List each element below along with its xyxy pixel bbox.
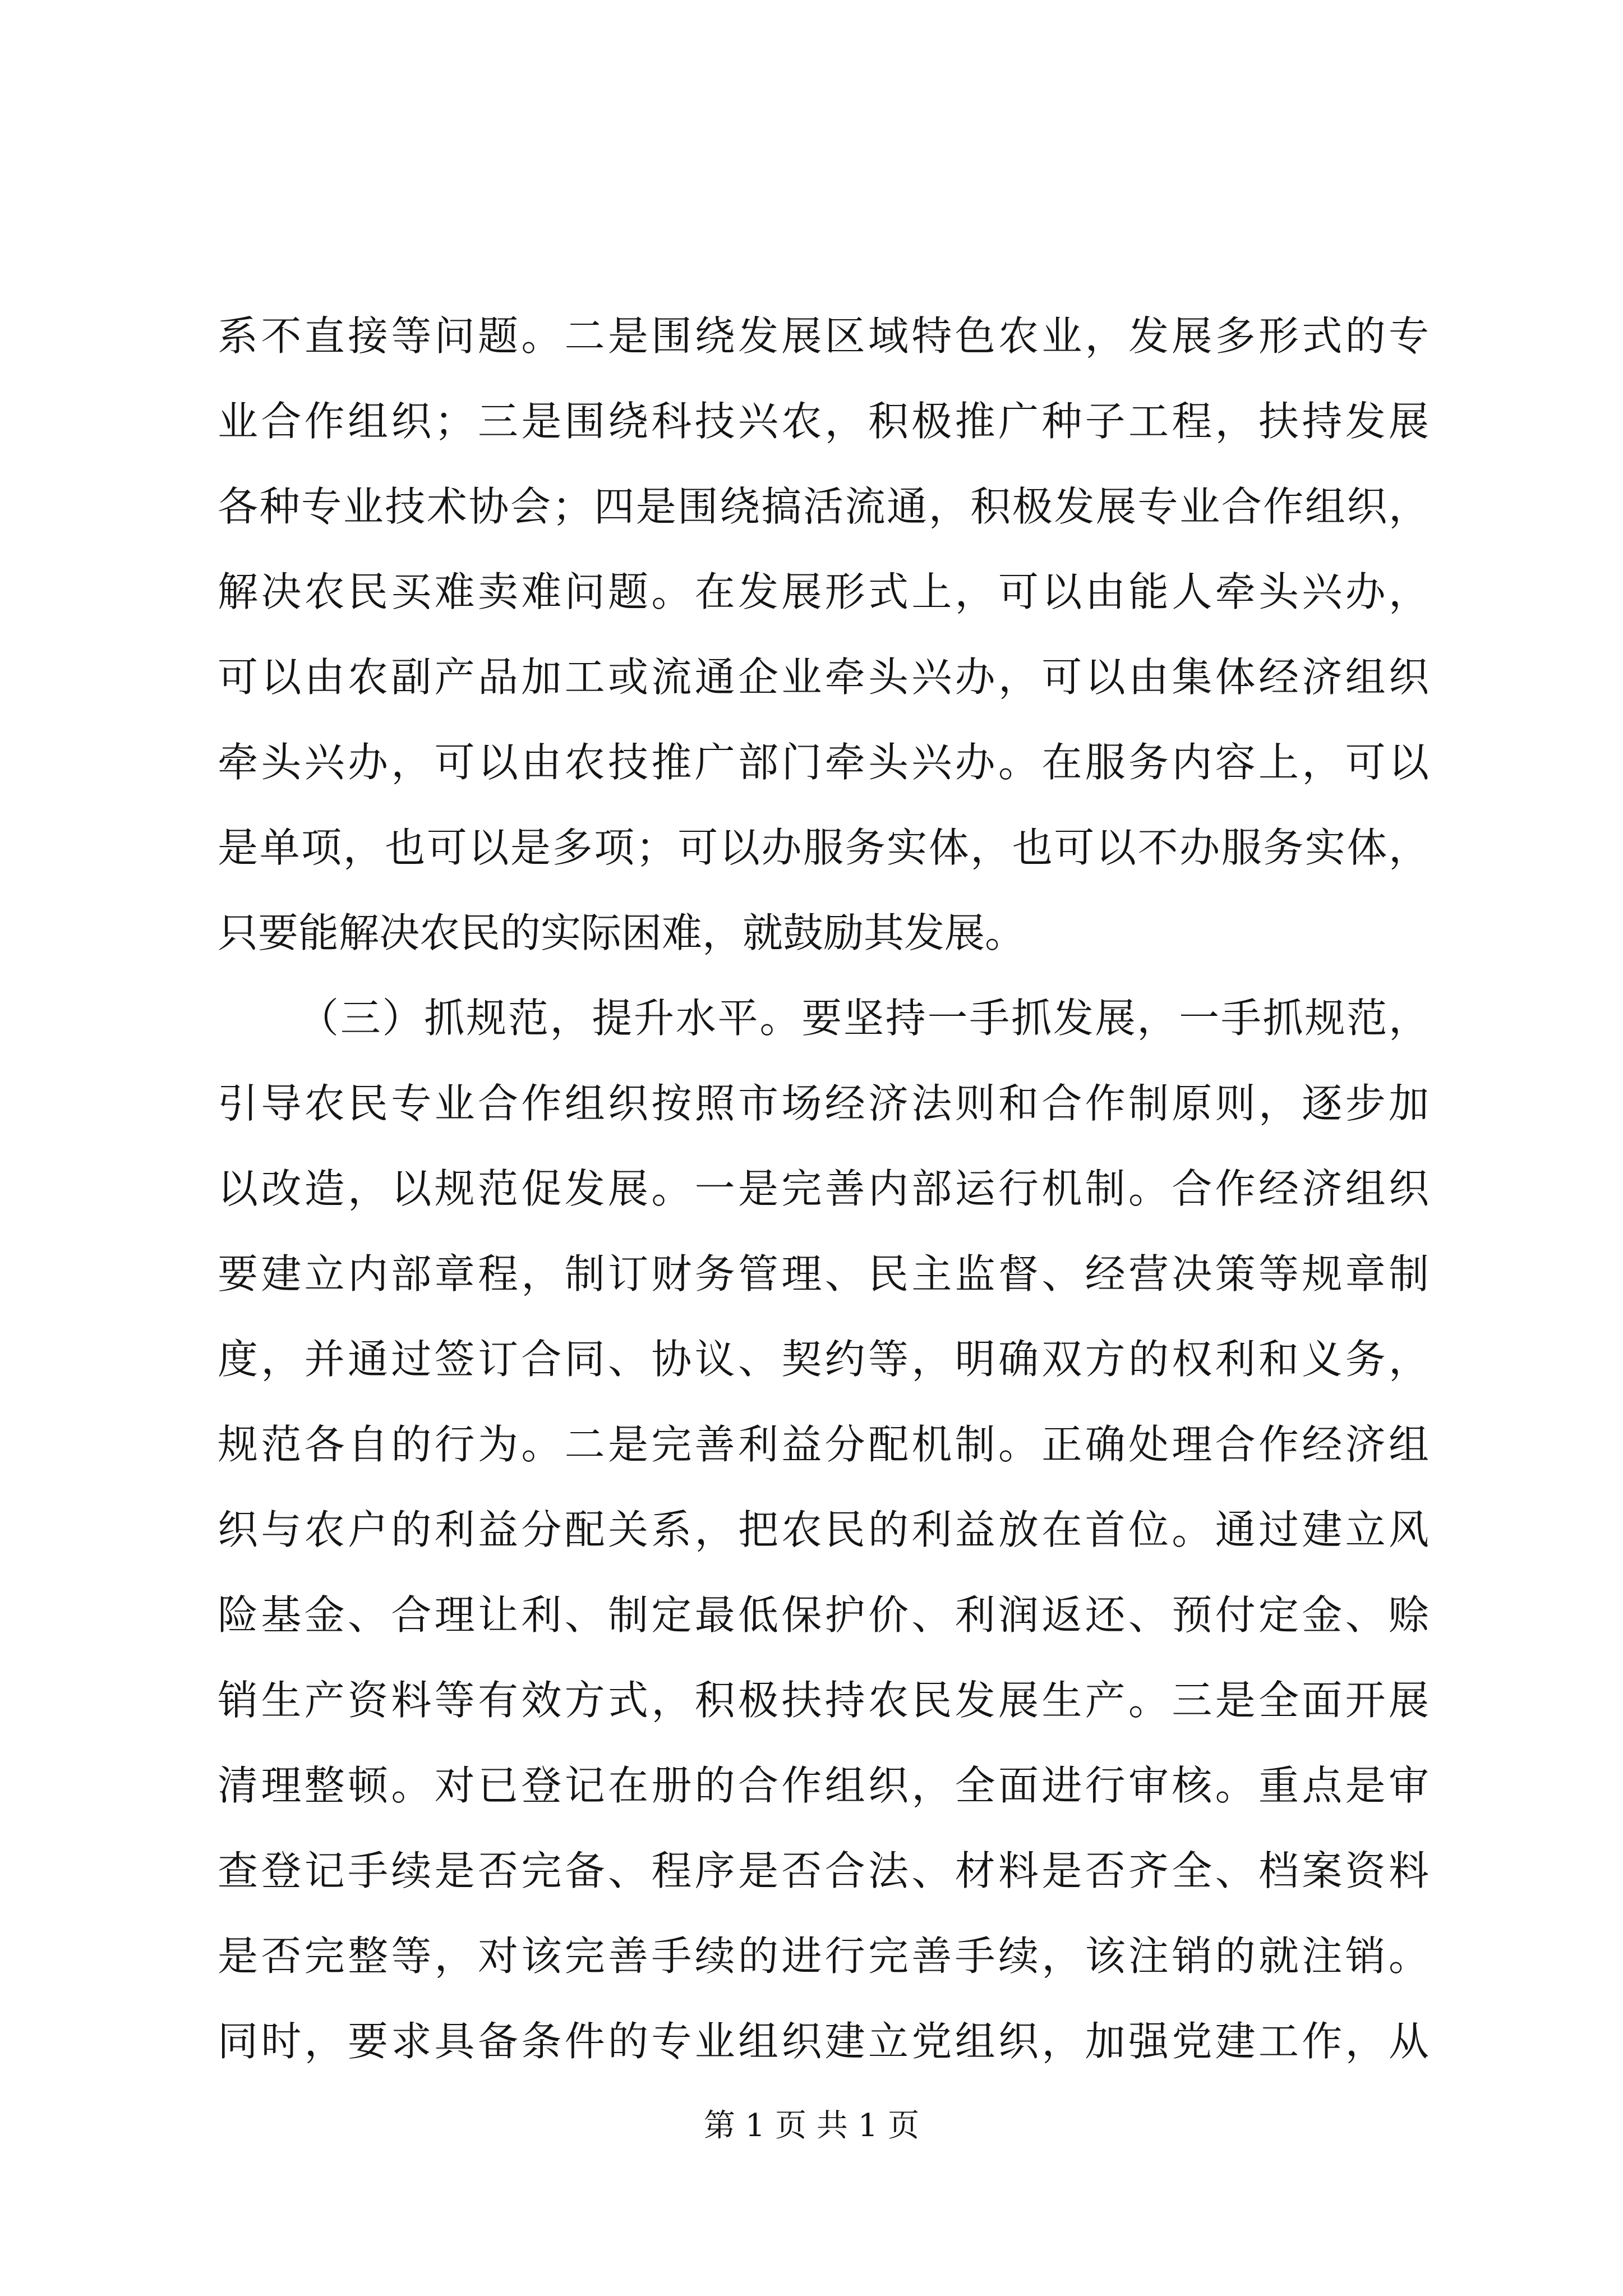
paragraph-2-line-12: 是否完整等，对该完善手续的进行完善手续，该注销的就注销。 <box>218 1932 1429 1980</box>
paragraph-2-line-8: 险基金、合理让利、制定最低保护价、利润返还、预付定金、赊 <box>218 1591 1429 1639</box>
paragraph-1-line-1: 系不直接等问题。二是围绕发展区域特色农业，发展多形式的专 <box>218 312 1429 360</box>
paragraph-1-line-8: 只要能解决农民的实际困难，就鼓励其发展。 <box>218 909 1026 956</box>
paragraph-1-line-3: 各种专业技术协会；四是围绕搞活流通，积极发展专业合作组织， <box>218 483 1429 530</box>
paragraph-2-line-10: 清理整顿。对已登记在册的合作组织，全面进行审核。重点是审 <box>218 1762 1429 1809</box>
paragraph-2-line-4: 要建立内部章程，制订财务管理、民主监督、经营决策等规章制 <box>218 1250 1429 1297</box>
paragraph-2-line-5: 度，并通过签订合同、协议、契约等，明确双方的权利和义务， <box>218 1336 1429 1383</box>
body-text <box>218 293 1429 2084</box>
paragraph-1-line-2: 业合作组织；三是围绕科技兴农，积极推广种子工程，扶持发展 <box>218 398 1429 445</box>
paragraph-1-line-5: 可以由农副产品加工或流通企业牵头兴办，可以由集体经济组织 <box>218 654 1429 701</box>
paragraph-2-line-13: 同时，要求具备条件的专业组织建立党组织，加强党建工作，从 <box>218 2018 1429 2065</box>
paragraph-2-line-7: 织与农户的利益分配关系，把农民的利益放在首位。通过建立风 <box>218 1506 1429 1553</box>
paragraph-1-line-6: 牵头兴办，可以由农技推广部门牵头兴办。在服务内容上，可以 <box>218 739 1429 786</box>
page-number-footer: 第 1 页 共 1 页 <box>703 2108 920 2144</box>
paragraph-1-line-4: 解决农民买难卖难问题。在发展形式上，可以由能人牵头兴办， <box>218 568 1429 615</box>
paragraph-2-line-9: 销生产资料等有效方式，积极扶持农民发展生产。三是全面开展 <box>218 1677 1429 1724</box>
paragraph-2-line-2: 引导农民专业合作组织按照市场经济法则和合作制原则，逐步加 <box>218 1080 1429 1127</box>
paragraph-2-line-11: 查登记手续是否完备、程序是否合法、材料是否齐全、档案资料 <box>218 1847 1429 1894</box>
paragraph-2-line-1: （三）抓规范，提升水平。要坚持一手抓发展，一手抓规范， <box>298 995 1429 1042</box>
paragraph-1-line-7: 是单项，也可以是多项；可以办服务实体，也可以不办服务实体， <box>218 824 1429 871</box>
paragraph-2-line-3: 以改造，以规范促发展。一是完善内部运行机制。合作经济组织 <box>218 1165 1429 1212</box>
paragraph-2-line-6: 规范各自的行为。二是完善利益分配机制。正确处理合作经济组 <box>218 1421 1429 1468</box>
